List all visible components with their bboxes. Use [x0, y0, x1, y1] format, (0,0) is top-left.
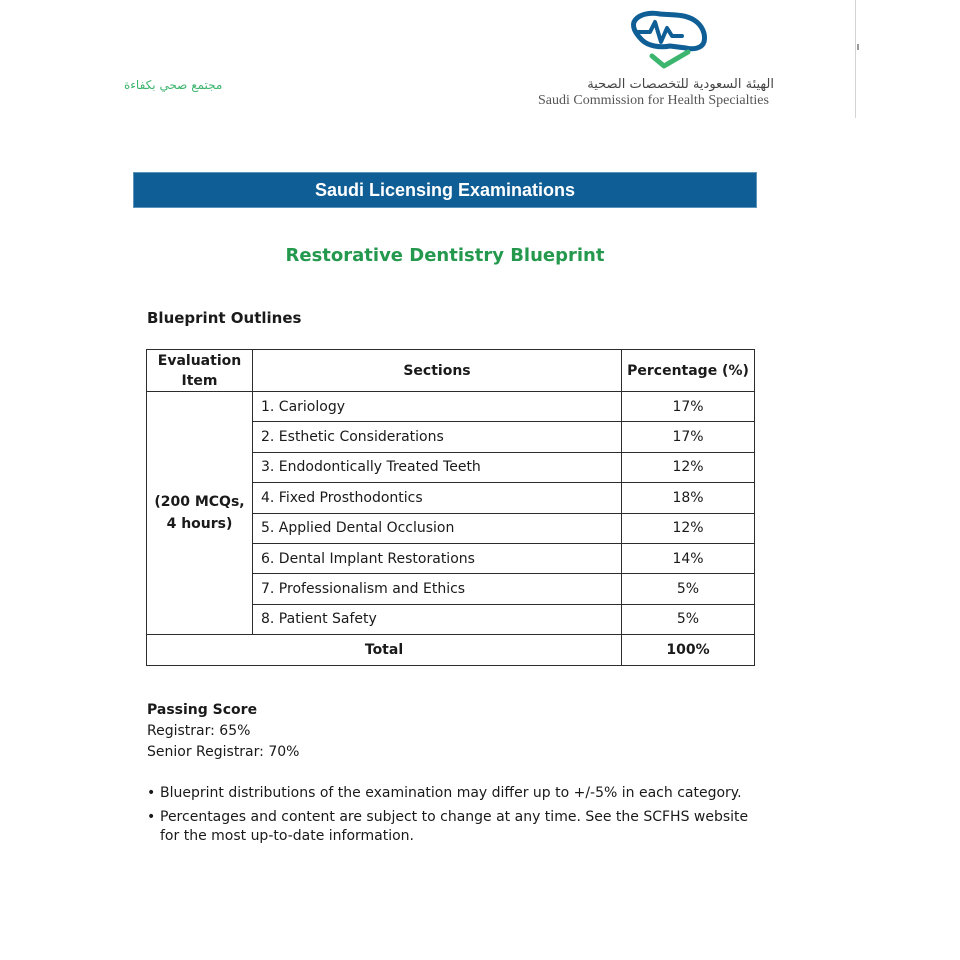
section-cell: 4. Fixed Prosthodontics — [253, 483, 622, 513]
list-item — [147, 808, 767, 846]
section-cell: 1. Cariology — [253, 392, 622, 422]
total-value: 100% — [622, 635, 755, 666]
header-evaluation-item — [147, 350, 253, 392]
senior-registrar-score: Senior Registrar: 70% — [147, 744, 300, 760]
percentage-cell: 14% — [622, 543, 755, 573]
org-name-english: Saudi Commission for Health Specialties — [538, 93, 769, 108]
total-label: Total — [147, 635, 622, 666]
section-cell: 3. Endodontically Treated Teeth — [253, 452, 622, 482]
bullet-icon: • — [147, 785, 156, 801]
list-item — [147, 784, 767, 803]
document-title: Restorative Dentistry Blueprint — [285, 245, 605, 266]
notes-list — [147, 784, 767, 851]
blueprint-table — [146, 349, 755, 666]
scroll-marker — [857, 44, 859, 50]
blueprint-outlines-heading: Blueprint Outlines — [147, 309, 302, 327]
table-total-row — [147, 635, 755, 666]
percentage-cell: 5% — [622, 574, 755, 604]
header-eval-line2: Item — [181, 372, 218, 389]
percentage-cell: 17% — [622, 422, 755, 452]
percentage-cell: 5% — [622, 604, 755, 634]
org-name-arabic: الهيئة السعودية للتخصصات الصحية — [587, 77, 774, 92]
header-percentage: Percentage (%) — [622, 350, 755, 392]
section-cell: 8. Patient Safety — [253, 604, 622, 634]
section-cell: 5. Applied Dental Occlusion — [253, 513, 622, 543]
section-cell: 6. Dental Implant Restorations — [253, 543, 622, 573]
table-row — [147, 392, 755, 422]
section-cell: 2. Esthetic Considerations — [253, 422, 622, 452]
section-cell: 7. Professionalism and Ethics — [253, 574, 622, 604]
note-text: Blueprint distributions of the examination may differ up to +/-5% in each category. — [160, 785, 742, 801]
percentage-cell: 12% — [622, 452, 755, 482]
note-text: Percentages and content are subject to change at any time. See the SCFHS website for the most up-to-date information. — [160, 809, 749, 844]
percentage-cell: 18% — [622, 483, 755, 513]
header-eval-line1: Evaluation — [157, 352, 242, 369]
evaluation-item-cell — [147, 392, 253, 635]
bullet-icon: • — [147, 809, 156, 825]
registrar-score: Registrar: 65% — [147, 723, 251, 739]
exam-banner: Saudi Licensing Examinations — [133, 172, 757, 208]
eval-item-line2: 4 hours) — [166, 516, 233, 533]
header-sections: Sections — [253, 350, 622, 392]
page-edge-divider — [855, 0, 856, 118]
passing-score-title: Passing Score — [147, 702, 258, 718]
tagline-arabic: مجتمع صحي بكفاءة — [124, 78, 223, 92]
passing-score-block — [147, 700, 299, 763]
eval-item-line1: (200 MCQs, — [154, 494, 245, 511]
percentage-cell: 17% — [622, 392, 755, 422]
percentage-cell: 12% — [622, 513, 755, 543]
heartbeat-map-logo-icon — [624, 8, 710, 70]
table-header-row — [147, 350, 755, 392]
